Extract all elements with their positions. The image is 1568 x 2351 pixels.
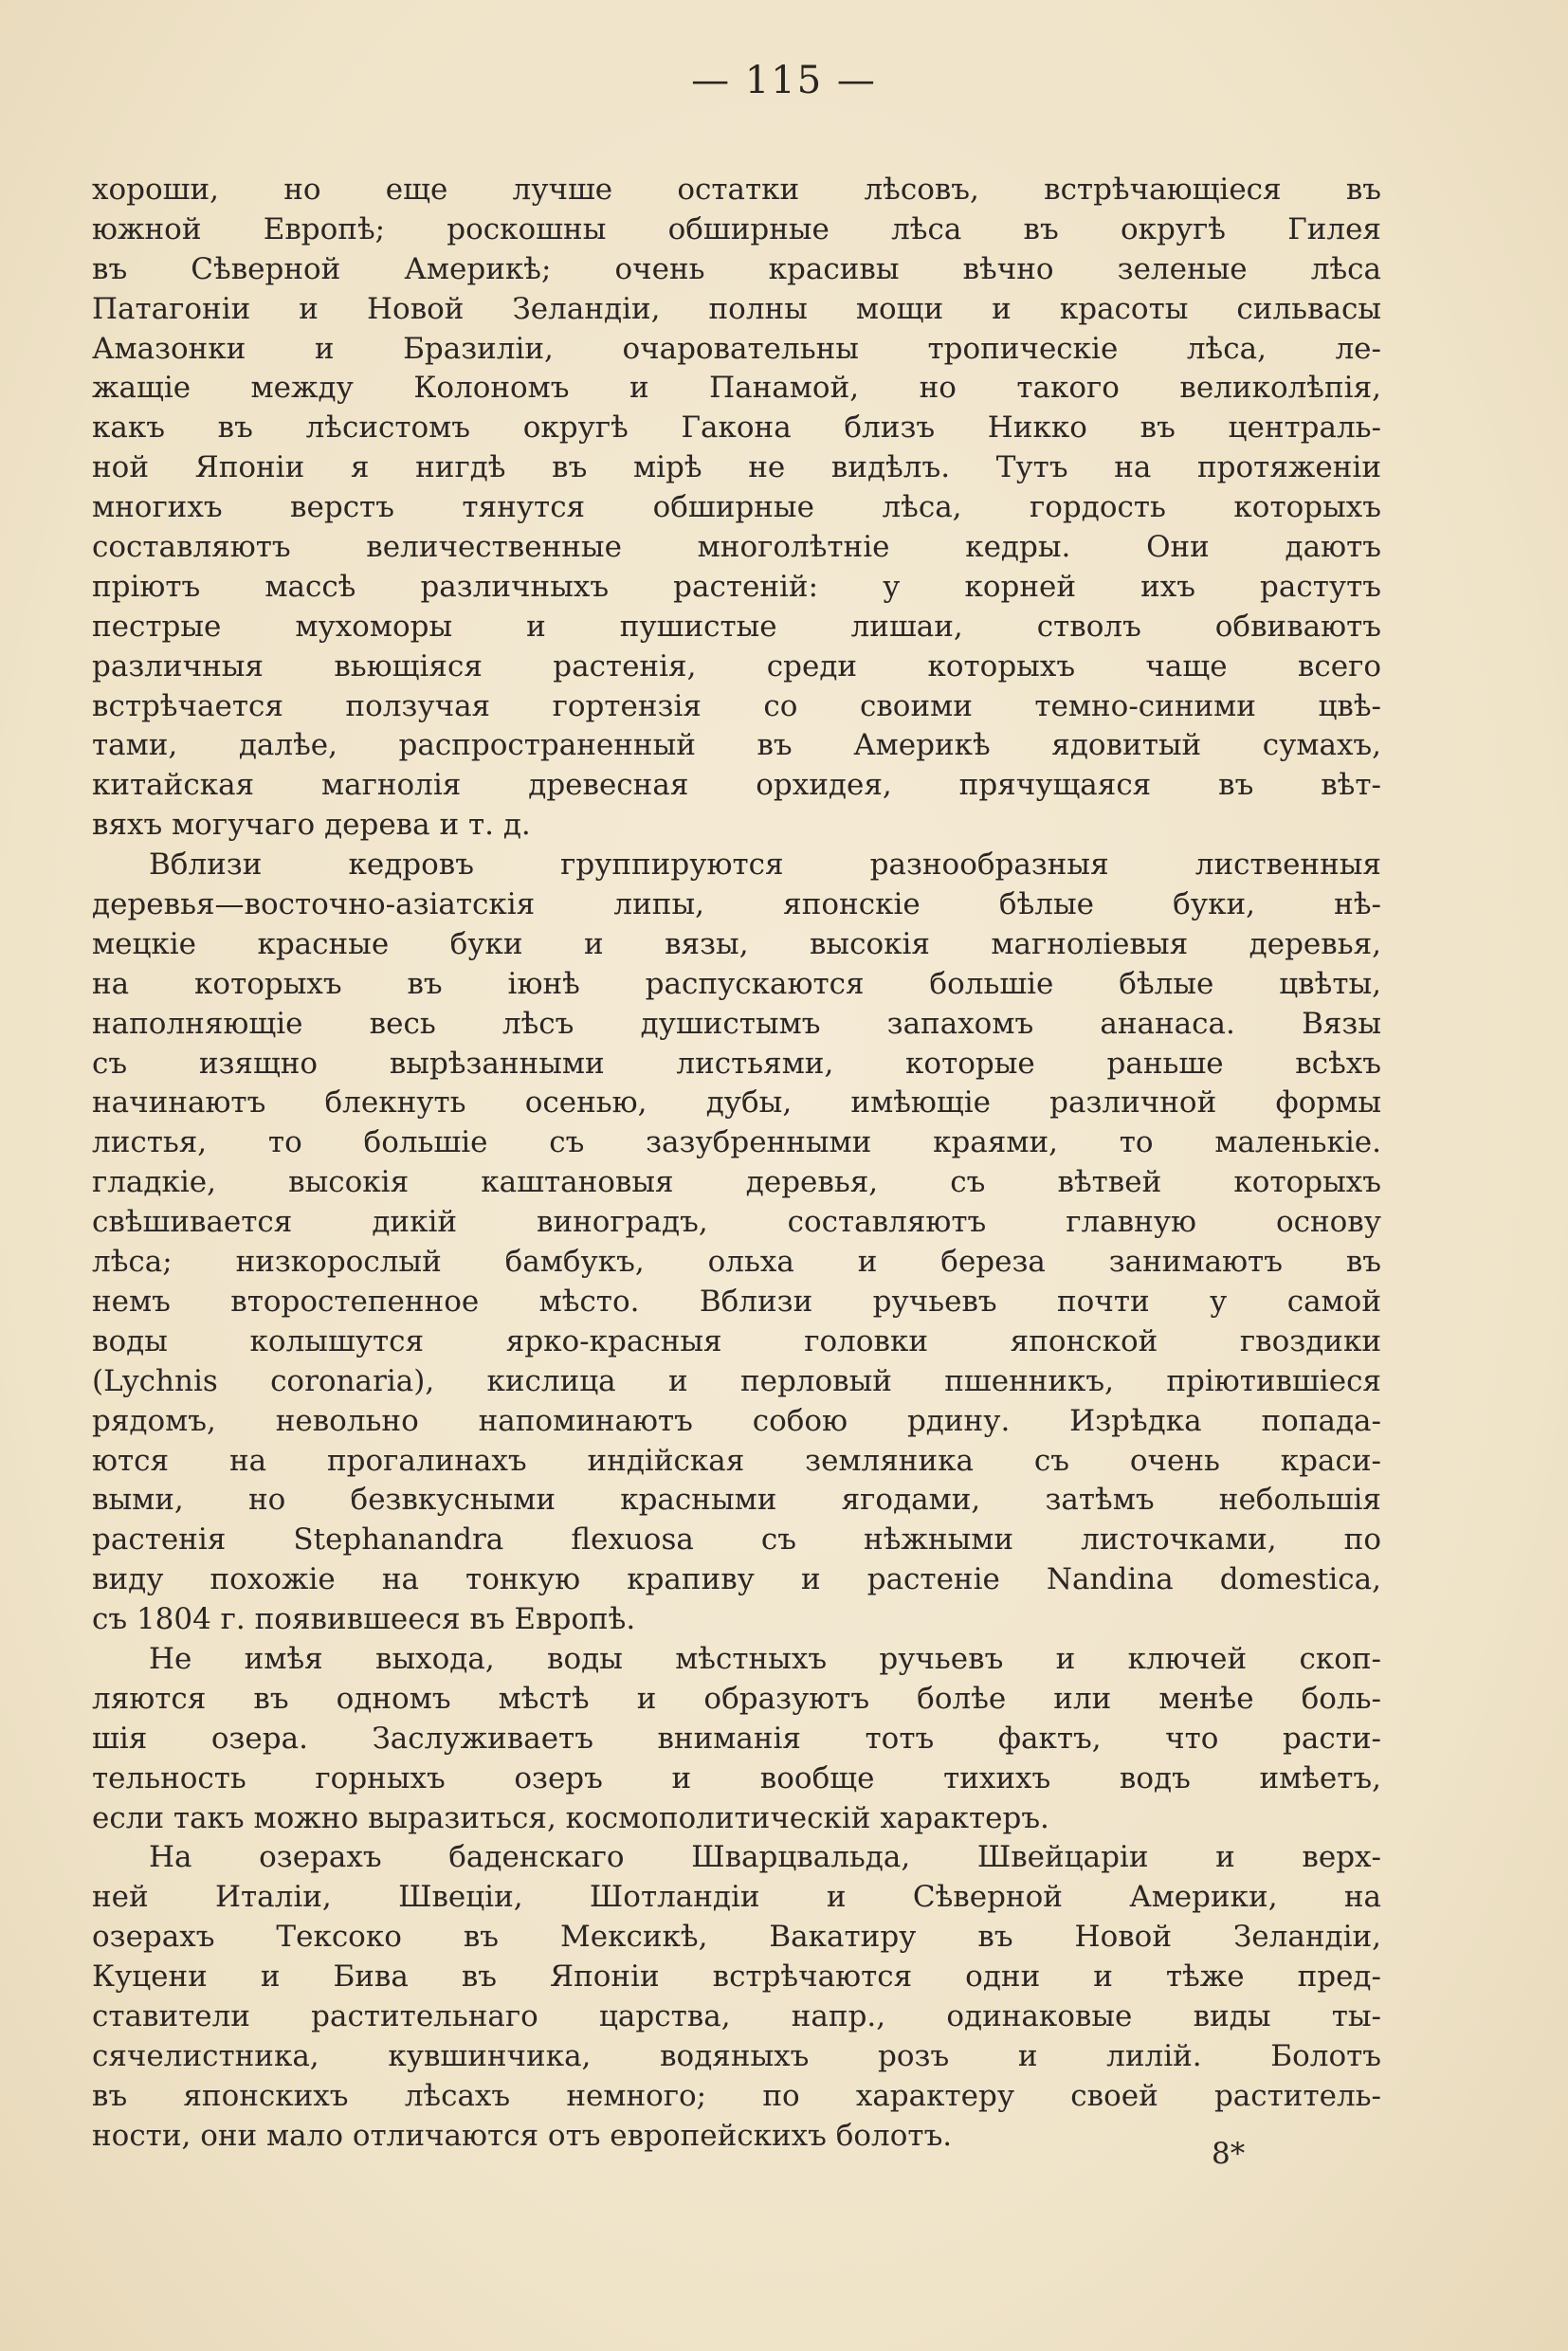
text-line: составляютъ величественные многолѣтніе кедры. Они даютъ (92, 530, 1381, 565)
text-line: мецкіе красные буки и вязы, высокія магноліевыя деревья, (92, 926, 1381, 961)
text-line: пестрые мухоморы и пушистые лишаи, стволъ обвиваютъ (92, 609, 1381, 644)
text-line: тами, далѣе, распространенный въ Америкѣ ядовитый сумахъ, (92, 728, 1381, 763)
text-line: какъ въ лѣсистомъ округѣ Гакона близъ Никко въ централь- (92, 410, 1381, 446)
text-line: китайская магнолія древесная орхидея, прячущаяся въ вѣт- (92, 768, 1381, 803)
text-line: Вблизи кедровъ группируются разнообразныя лиственныя (149, 847, 1381, 883)
text-line: озерахъ Тексоко въ Мексикѣ, Вакатиру въ Новой Зеландіи, (92, 1920, 1381, 1955)
text-line: на которыхъ въ іюнѣ распускаются большіе бѣлые цвѣты, (92, 966, 1381, 1001)
text-line: жащіе между Колономъ и Панамой, но такого великолѣпія, (92, 371, 1381, 406)
text-line: хороши, но еще лучше остатки лѣсовъ, встрѣчающіеся въ (92, 173, 1381, 207)
text-line: воды колышутся ярко-красныя головки японской гвоздики (92, 1323, 1381, 1358)
text-line: Патагоніи и Новой Зеландіи, полны мощи и красоты сильвасы (92, 291, 1381, 326)
text-line: ются на прогалинахъ индійская земляника съ очень краси- (92, 1443, 1381, 1478)
text-line: ности, они мало отличаются отъ европейскихъ болотъ. (92, 2118, 953, 2153)
text-line: встрѣчается ползучая гортензія со своими темно-синими цвѣ- (92, 688, 1381, 723)
text-line: На озерахъ баденскаго Шварцвальда, Швейцаріи и верх- (149, 1840, 1381, 1875)
text-line: пріютъ массѣ различныхъ растеній: у корней ихъ растутъ (92, 569, 1381, 604)
text-line: многихъ верстъ тянутся обширные лѣса, гордость которыхъ (92, 490, 1381, 525)
text-line: немъ второстепенное мѣсто. Вблизи ручьевъ почти у самой (92, 1284, 1381, 1319)
text-line: Амазонки и Бразиліи, очаровательны тропическіе лѣса, ле- (92, 331, 1381, 366)
text-line: южной Европѣ; роскошны обширные лѣса въ округѣ Гилея (92, 211, 1381, 246)
text-line: въ Сѣверной Америкѣ; очень красивы вѣчно зеленые лѣса (92, 251, 1381, 286)
body-text (92, 171, 1381, 2157)
text-line: различныя вьющіяся растенія, среди которыхъ чаще всего (92, 648, 1381, 683)
text-line: выми, но безвкусными красными ягодами, затѣмъ небольшія (92, 1483, 1381, 1518)
text-line: деревья—восточно-азіатскія липы, японскіе бѣлые буки, нѣ- (92, 887, 1381, 922)
text-line: (Lychnis coronaria), кислица и перловый пшенникъ, пріютившіеся (92, 1363, 1381, 1398)
text-line: листья, то большіе съ зазубренными краями, то маленькіе. (92, 1125, 1381, 1160)
text-line: лѣса; низкорослый бамбукъ, ольха и береза занимаютъ въ (92, 1245, 1381, 1280)
text-line: тельность горныхъ озеръ и вообще тихихъ водъ имѣетъ, (92, 1760, 1381, 1795)
text-line: въ японскихъ лѣсахъ немного; по характеру своей раститель- (92, 2078, 1381, 2113)
text-line: съ 1804 г. появившееся въ Европѣ. (92, 1602, 636, 1637)
text-line: ставители растительнаго царства, напр., одинаковые виды ты- (92, 1998, 1381, 2033)
text-line: ной Японіи я нигдѣ въ мірѣ не видѣлъ. Тутъ на протяженіи (92, 450, 1381, 485)
text-line: съ изящно вырѣзанными листьями, которые раньше всѣхъ (92, 1046, 1381, 1081)
text-line: вяхъ могучаго дерева и т. д. (92, 808, 531, 843)
text-line: Не имѣя выхода, воды мѣстныхъ ручьевъ и ключей скоп- (149, 1641, 1381, 1676)
text-line: виду похожіе на тонкую крапиву и растеніе Nandina domestica, (92, 1562, 1381, 1597)
text-line: если такъ можно выразиться, космополитическій характеръ. (92, 1800, 1049, 1835)
text-line: наполняющіе весь лѣсъ душистымъ запахомъ ананаса. Вязы (92, 1006, 1381, 1041)
text-line: гладкіе, высокія каштановыя деревья, съ вѣтвей которыхъ (92, 1165, 1381, 1200)
page-number: — 115 — (691, 59, 877, 102)
text-line: шія озера. Заслуживаетъ вниманія тотъ фактъ, что расти- (92, 1721, 1381, 1756)
text-line: сячелистника, кувшинчика, водяныхъ розъ и лилій. Болотъ (92, 2038, 1381, 2073)
text-line: Куцени и Бива въ Японіи встрѣчаются одни и тѣже пред- (92, 1959, 1381, 1995)
text-line: рядомъ, невольно напоминаютъ собою рдину. Изрѣдка попада- (92, 1403, 1381, 1438)
signature-mark: 8* (1212, 2137, 1246, 2171)
text-line: свѣшивается дикій виноградъ, составляютъ главную основу (92, 1205, 1381, 1240)
text-line: ней Италіи, Швеціи, Шотландіи и Сѣверной Америки, на (92, 1880, 1381, 1915)
text-line: ляются въ одномъ мѣстѣ и образуютъ болѣе или менѣе боль- (92, 1681, 1381, 1716)
text-line: начинаютъ блекнуть осенью, дубы, имѣющіе различной формы (92, 1085, 1381, 1121)
text-line: растенія Stephanandra flexuosa съ нѣжными листочками, по (92, 1522, 1381, 1558)
